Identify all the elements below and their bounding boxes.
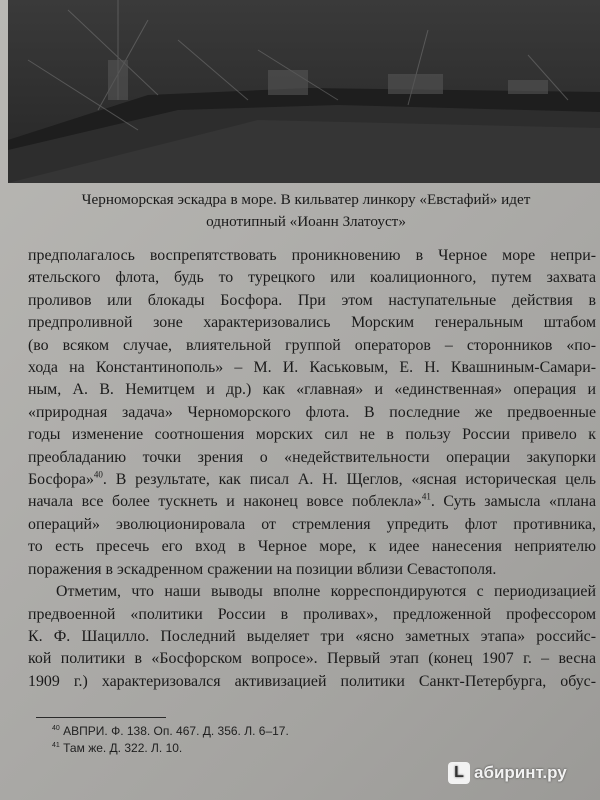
text-line: хода на Константинополь» – М. И. Каськовым, Е. Н. Квашниным-Самари- [28,359,596,377]
text-line [28,469,596,491]
text-line: 1909 г.) характеризовался активизацией политики Санкт-Петербурга, обус- [28,672,596,690]
footnote-text: Там же. Д. 322. Л. 10. [63,741,183,755]
ship-photo [8,0,600,183]
watermark-text: абиринт.ру [474,763,567,782]
labirint-watermark [448,762,567,784]
text-line: поражения в эскадренном сражении на позиции вблизи Севастополя. [28,560,497,578]
text-line: то есть пресечь его вход в Черное море, к идее нанесения неприятелю [28,538,596,556]
footnotes [52,723,452,757]
text-segment: . В результате, как писал А. Н. Щеглов, «ясная историческая цель [102,471,596,489]
text-line: кой политики в «Босфорском вопросе». Первый этап (конец 1907 г. – весна [28,650,596,668]
paragraph-1 [28,245,596,581]
footnote-divider [36,717,166,718]
footnote-ref-40[interactable]: 40 [93,469,103,480]
text-segment: . Суть замысла «плана [430,493,596,511]
text-line: ным, А. В. Немитцем и др.) как «главная» и «единственная» операция и [28,381,596,399]
text-line [28,491,596,513]
text-line: «природная задача» Черноморского флота. В последние же предвоенные [28,403,596,421]
photo-caption [36,189,576,233]
text-line: преобладанию точки зрения о «недействительности операции закупорки [28,448,596,466]
photo-illustration [8,0,600,183]
footnote-number: 41 [52,742,60,749]
text-line: предполагалось воспрепятствовать проникновению в Черное море непри- [28,247,596,264]
text-line: предвоенной «политики России в проливах», предложенной профессором [28,605,596,623]
text-segment: Босфора» [28,471,94,489]
text-line: проливов или блокады Босфора. При этом наступательные действия в [28,291,596,309]
text-line: Отметим, что наши выводы вполне корреспондируются с периодизацией [56,583,596,601]
caption-line-1: Черноморская эскадра в море. В кильватер линкору «Евстафий» идет [81,191,531,208]
text-segment: начала все более тускнеть и наконец вовсе поблекла» [28,493,422,511]
text-line: годы изменение соотношения морских сил не в пользу России привело к [28,426,596,444]
text-line: (во всяком случае, влиятельной группой операторов – сторонников «по- [28,336,596,354]
text-line: операций» эволюционировала от стремления упредить флот противника, [28,515,596,533]
footnote-number: 40 [52,725,60,732]
body-text [28,245,596,693]
footnote-text: АВПРИ. Ф. 138. Оп. 467. Д. 356. Л. 6–17. [63,724,289,738]
labirint-logo-icon: L [448,762,470,784]
footnote-ref-41[interactable]: 41 [421,492,431,503]
paragraph-2 [28,581,596,693]
text-line: предпроливной зоне характеризовались Морским генеральным штабом [28,314,596,332]
footnote-40 [52,723,452,740]
text-line: ятельского флота, будь то турецкого или коалиционного, путем захвата [28,269,596,287]
footnote-41 [52,740,452,757]
text-line: К. Ф. Шацилло. Последний выделяет три «ясно заметных этапа» российс- [28,627,596,645]
caption-line-2: однотипный «Иоанн Златоуст» [206,213,406,230]
